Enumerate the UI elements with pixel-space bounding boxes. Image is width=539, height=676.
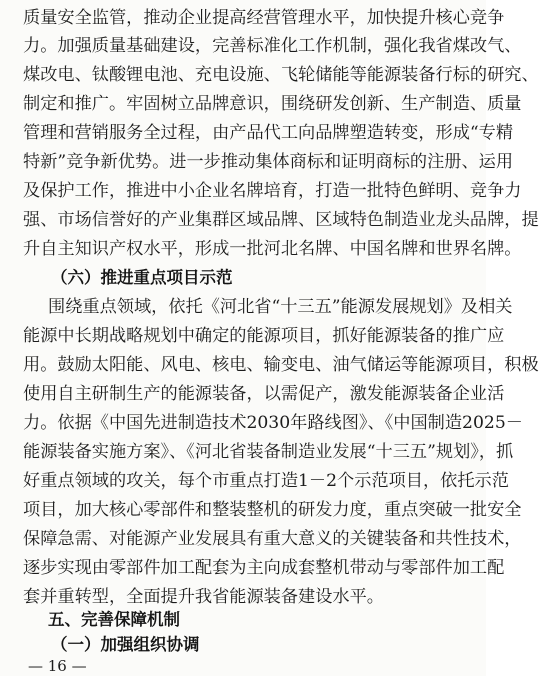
chapter-heading-5: 五、完善保障机制 [48, 610, 180, 629]
section-heading-1: （一）加强组织协调 [51, 635, 200, 654]
paragraph-line: 煤改电、钛酸锂电池、充电设施、飞轮储能等能源装备行标的研究、 [23, 65, 539, 85]
paragraph-line: 及保护工作，推进中小企业名牌培育，打造一批特色鲜明、竞争力 [23, 181, 522, 201]
section-heading-6: （六）推进重点项目示范 [51, 268, 233, 287]
paragraph-line: 好重点领域的攻关，每个市重点打造1－2个示范项目，依托示范 [23, 471, 509, 491]
paragraph-line: 能源装备实施方案》、《河北省装备制造业发展“十三五”规划》，抓 [23, 442, 514, 462]
paragraph-line: 项目，加大核心零部件和整装整机的研发力度，重点突破一批安全 [23, 500, 522, 520]
paragraph-line: 特新”竞争新优势。进一步推动集体商标和证明商标的注册、运用 [23, 152, 514, 172]
paragraph-line: 能源中长期战略规划中确定的能源项目，抓好能源装备的推广应 [23, 326, 505, 346]
paragraph-line: 管理和营销服务全过程，由产品代工向品牌塑造转变，形成“专精 [23, 123, 514, 143]
paragraph-line: 逐步实现由零部件加工配套为主向成套整机带动与零部件加工配 [23, 558, 505, 578]
paragraph-line: 质量安全监管，推动企业提高经营管理水平，加快提升核心竞争 [23, 8, 505, 28]
paragraph-line: 制定和推广。牢固树立品牌意识，围绕研发创新、生产制造、质量 [23, 94, 522, 114]
paragraph-line: 强、市场信誉好的产业集群区域品牌、区域特色制造业龙头品牌，提 [23, 210, 539, 230]
paragraph-line: 套并重转型，全面提升我省能源装备建设水平。 [23, 587, 384, 607]
paragraph-line: 用。鼓励太阳能、风电、核电、输变电、油气储运等能源项目，积极 [23, 355, 539, 375]
paragraph-line: 保障急需、对能源产业发展具有重大意义的关键装备和共性技术， [23, 529, 522, 549]
paragraph-line: 使用自主研制生产的能源装备，以需促产，激发能源装备企业活 [23, 384, 505, 404]
page-number: — 16 — [28, 657, 87, 675]
paragraph-line: 升自主知识产权水平，形成一批河北名牌、中国名牌和世界名牌。 [23, 239, 522, 259]
paragraph-line: 围绕重点领域，依托《河北省“十三五”能源发展规划》及相关 [48, 297, 513, 317]
paragraph-line: 力。依据《中国先进制造技术2030年路线图》、《中国制造2025－ [23, 413, 523, 433]
paragraph-line: 力。加强质量基础建设，完善标准化工作机制，强化我省煤改气、 [23, 36, 522, 56]
